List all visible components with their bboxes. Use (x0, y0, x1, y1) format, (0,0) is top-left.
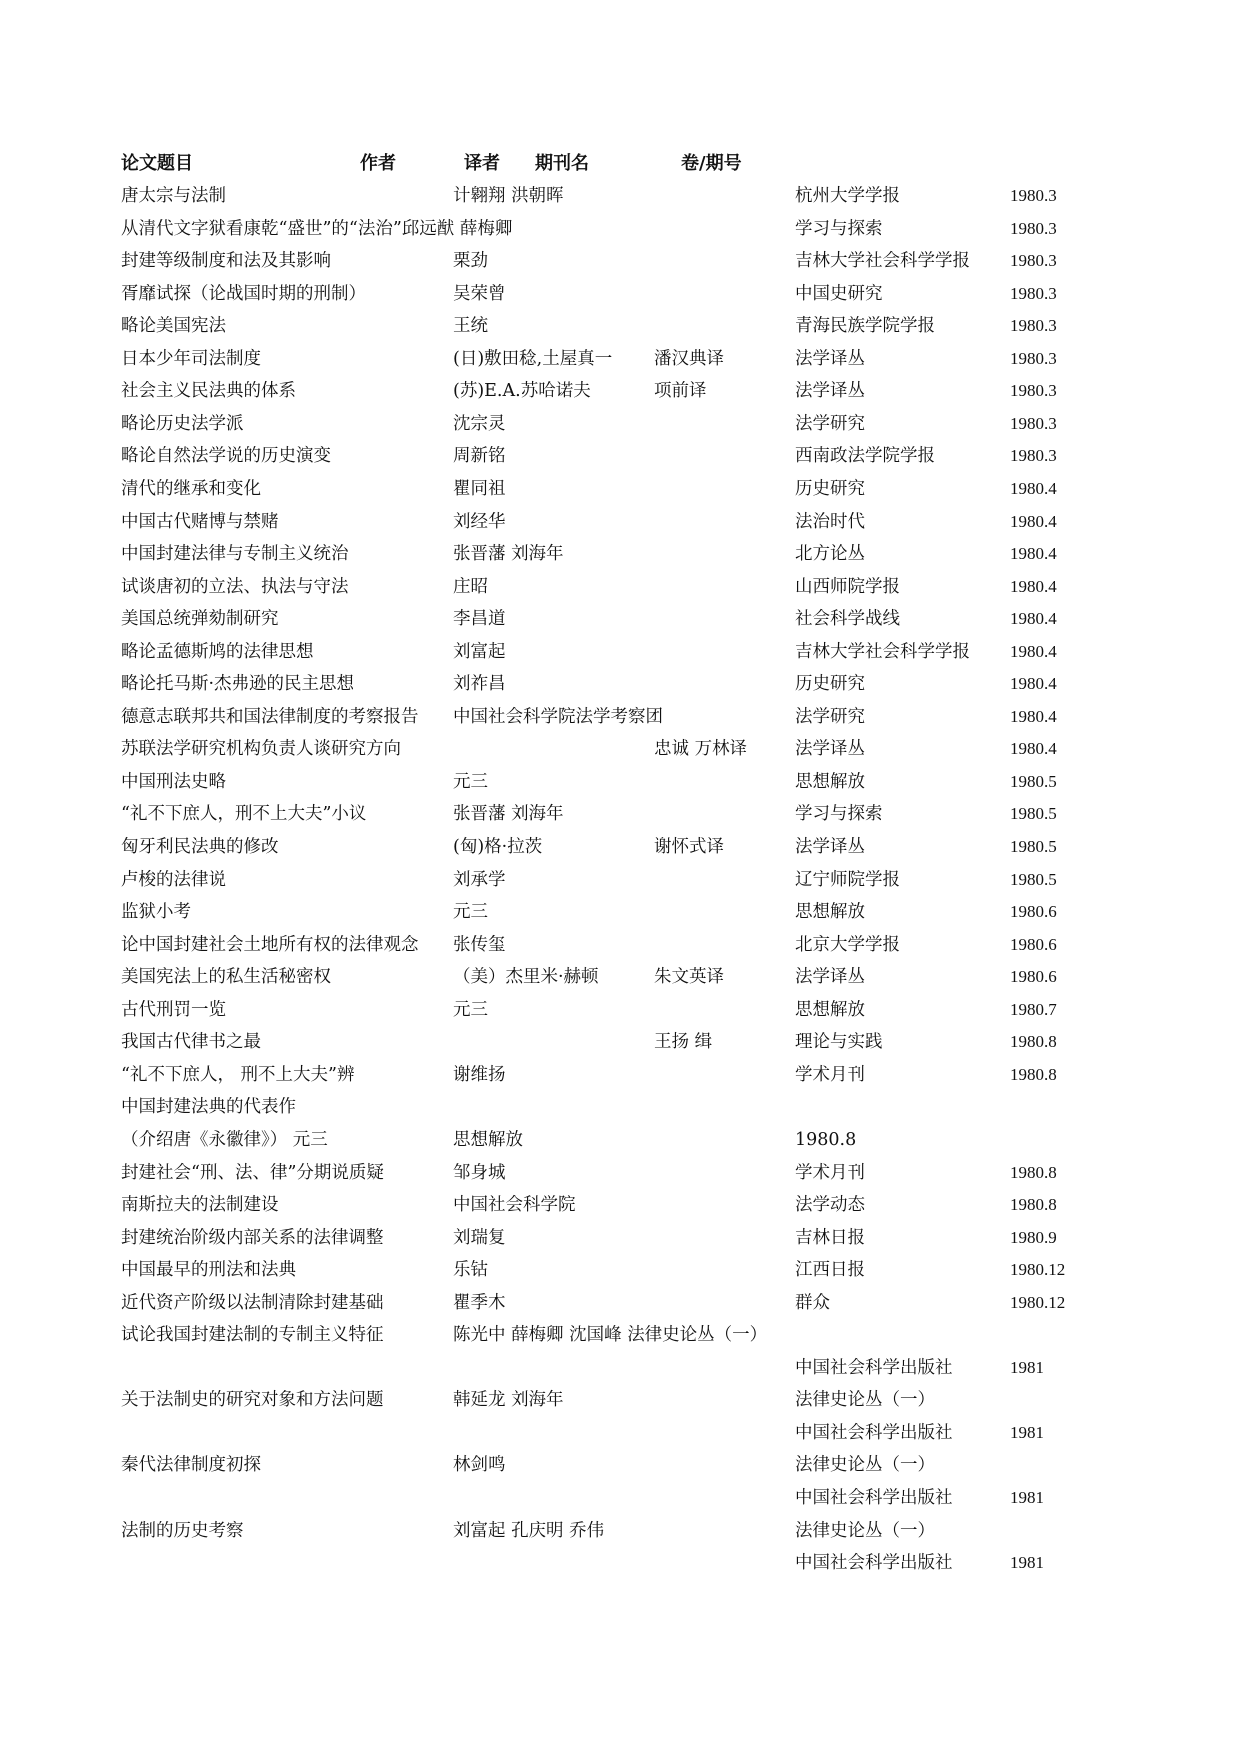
entry-volume: 1980.4 (1010, 544, 1057, 564)
entry-title: 中国封建法律与专制主义统治 (121, 544, 349, 565)
entry-journal: 思想解放 (795, 771, 865, 792)
entry-author: 中国社会科学院 (453, 1195, 576, 1216)
list-item (0, 1452, 1241, 1482)
list-item (0, 216, 1241, 246)
entry-volume: 1981 (1010, 1357, 1044, 1377)
entry-title: 胥靡试探（论战国时期的刑制） (121, 283, 366, 304)
entry-volume: 1980.9 (1010, 1227, 1057, 1247)
entry-author: 张晋藩 刘海年 (453, 544, 564, 565)
entry-title: 近代资产阶级以法制清除封建基础 (121, 1292, 384, 1313)
entry-title: 中国古代赌博与禁赌 (121, 511, 279, 532)
entry-author: (日)敷田稔,土屋真一 (453, 348, 613, 369)
entry-author: 沈宗灵 (453, 413, 506, 434)
entry-author: 瞿季木 (453, 1292, 506, 1313)
entry-journal: 社会科学战线 (795, 609, 900, 630)
entry-title: 封建等级制度和法及其影响 (121, 251, 331, 272)
entry-journal: 北京大学学报 (795, 934, 900, 955)
entry-title: 略论托马斯·杰弗逊的民主思想 (121, 674, 355, 695)
entry-volume: 1980.4 (1010, 674, 1057, 694)
list-item (0, 1387, 1241, 1417)
list-item (0, 1485, 1241, 1515)
entry-journal: 北方论丛 (795, 544, 865, 565)
entry-author: 李昌道 (453, 609, 506, 630)
entry-title: 封建统治阶级内部关系的法律调整 (121, 1227, 384, 1248)
entry-author: 庄昭 (453, 576, 488, 597)
entry-volume: 1980.5 (1010, 804, 1057, 824)
entry-translator: 王扬 缉 (654, 1032, 713, 1053)
entry-author: 韩延龙 刘海年 (453, 1390, 564, 1411)
entry-translator: 朱文英译 (654, 967, 724, 988)
entry-volume: 1980.5 (1010, 837, 1057, 856)
entry-volume: 1980.6 (1010, 934, 1057, 954)
entry-title: 略论美国宪法 (121, 316, 226, 337)
entry-volume: 1981 (1010, 1553, 1044, 1573)
entry-volume: 1980.8 (1010, 1032, 1057, 1052)
entry-author: 邹身城 (453, 1162, 506, 1183)
entry-title: 德意志联邦共和国法律制度的考察报告 (121, 706, 419, 727)
entry-journal: 吉林大学社会科学学报 (795, 251, 970, 272)
header-author: 作者 (360, 153, 396, 174)
entry-translator: 忠诚 万林译 (654, 739, 748, 760)
list-item (0, 476, 1241, 506)
entry-title: 美国总统弹劾制研究 (121, 609, 279, 630)
entry-journal: 中国社会科学出版社 (795, 1422, 953, 1443)
list-item (0, 1290, 1241, 1320)
list-item (0, 671, 1241, 701)
entry-author: 计翱翔 洪朝晖 (453, 186, 564, 206)
entry-title: 从清代文字狱看康乾“盛世”的“法治”邱远猷 薛梅卿 (121, 218, 513, 239)
header-translator: 译者 (464, 153, 500, 174)
list-item (0, 1550, 1241, 1580)
entry-title: 略论历史法学派 (121, 413, 244, 434)
entry-title: 监狱小考 (121, 902, 191, 923)
entry-journal: 学术月刊 (795, 1064, 865, 1085)
entry-volume: 1980.4 (1010, 478, 1057, 498)
entry-journal: 江西日报 (795, 1260, 865, 1281)
list-item (0, 411, 1241, 441)
list-item (0, 964, 1241, 994)
entry-journal: 法学译丛 (795, 348, 865, 369)
entry-title: 秦代法律制度初探 (121, 1455, 261, 1476)
list-item (0, 1192, 1241, 1222)
entry-author: 瞿同祖 (453, 478, 506, 499)
entry-author: 元三 (453, 771, 488, 792)
entry-volume: 1980.3 (1010, 283, 1057, 303)
entry-journal: 法学译丛 (795, 837, 865, 857)
list-item (0, 867, 1241, 897)
entry-journal: 学习与探索 (795, 218, 883, 239)
entry-volume: 1980.4 (1010, 511, 1057, 531)
entry-title: 试谈唐初的立法、执法与守法 (121, 576, 349, 597)
entry-journal: 法律史论丛（一） (795, 1455, 935, 1476)
entry-journal: 山西师院学报 (795, 576, 900, 597)
entry-journal: 青海民族学院学报 (795, 316, 935, 337)
entry-title: 美国宪法上的私生活秘密权 (121, 967, 331, 988)
entry-author: (苏)E.A.苏哈诺夫 (453, 381, 591, 402)
entry-title: 匈牙利民法典的修改 (121, 837, 279, 857)
entry-journal: 吉林日报 (795, 1227, 865, 1248)
entry-journal: 吉林大学社会科学学报 (795, 641, 970, 662)
entry-volume: 1980.12 (1010, 1292, 1066, 1312)
entry-journal: 法学研究 (795, 413, 865, 434)
list-item (0, 1160, 1241, 1190)
entry-journal: 理论与实践 (795, 1032, 883, 1053)
entry-journal: 法治时代 (795, 511, 865, 532)
entry-journal: 1980.8 (795, 1129, 857, 1150)
entry-author: 刘瑞复 (453, 1227, 506, 1248)
entry-journal: 杭州大学学报 (795, 186, 900, 206)
entry-title: 卢梭的法律说 (121, 869, 226, 890)
entry-author: 元三 (453, 999, 488, 1020)
entry-title: “礼不下庶人， 刑不上大夫”辨 (121, 1064, 355, 1085)
entry-volume: 1980.3 (1010, 251, 1057, 271)
entry-journal: 中国史研究 (795, 283, 883, 304)
entry-author: 张传玺 (453, 934, 506, 955)
entry-volume: 1980.4 (1010, 641, 1057, 661)
entry-title: 略论自然法学说的历史演变 (121, 446, 331, 467)
list-item (0, 574, 1241, 604)
list-item (0, 606, 1241, 636)
entry-volume: 1980.6 (1010, 967, 1057, 987)
list-item (0, 899, 1241, 929)
entry-journal: 思想解放 (795, 999, 865, 1020)
entry-author: 中国社会科学院法学考察团 (453, 706, 663, 727)
list-item (0, 997, 1241, 1027)
entry-title: 中国封建法典的代表作 (121, 1097, 296, 1118)
entry-title: 清代的继承和变化 (121, 478, 261, 499)
header-title: 论文题目 (121, 153, 193, 174)
entry-journal: 学习与探索 (795, 804, 883, 825)
list-item (0, 378, 1241, 408)
entry-title: 古代刑罚一览 (121, 999, 226, 1020)
header-volume: 卷/期号 (681, 153, 742, 174)
entry-journal: 群众 (795, 1292, 830, 1313)
entry-title: （介绍唐《永徽律》） 元三 (121, 1129, 328, 1150)
entry-journal: 法学译丛 (795, 739, 865, 760)
list-item (0, 509, 1241, 539)
entry-title: 我国古代律书之最 (121, 1032, 261, 1053)
list-item (0, 281, 1241, 311)
entry-volume: 1980.8 (1010, 1195, 1057, 1215)
entry-author: 栗劲 (453, 251, 488, 272)
entry-journal: 西南政法学院学报 (795, 446, 935, 467)
list-item (0, 932, 1241, 962)
list-item (0, 736, 1241, 766)
list-item (0, 1225, 1241, 1255)
entry-author: 元三 (453, 902, 488, 923)
entry-author: 刘富起 孔庆明 乔伟 (453, 1520, 605, 1541)
entry-title: 唐太宗与法制 (121, 186, 226, 206)
list-item (0, 834, 1241, 864)
list-item (0, 1029, 1241, 1059)
entry-author: 王统 (453, 316, 488, 337)
entry-author: 林剑鸣 (453, 1455, 506, 1476)
list-item (0, 1355, 1241, 1385)
entry-author: 乐钴 (453, 1260, 488, 1281)
entry-title: 中国最早的刑法和法典 (121, 1260, 296, 1281)
entry-journal: 法学研究 (795, 706, 865, 727)
entry-volume: 1980.4 (1010, 739, 1057, 759)
entry-journal: 法学译丛 (795, 967, 865, 988)
entry-author: （美）杰里米·赫顿 (453, 967, 599, 988)
list-item (0, 1257, 1241, 1287)
entry-volume: 1980.4 (1010, 576, 1057, 596)
entry-title: 关于法制史的研究对象和方法问题 (121, 1390, 384, 1411)
entry-translator: 谢怀式译 (654, 837, 724, 857)
list-item (0, 313, 1241, 343)
entry-volume: 1980.5 (1010, 869, 1057, 889)
list-item (0, 1518, 1241, 1548)
entry-translator: 潘汉典译 (654, 348, 724, 369)
entry-author: 刘承学 (453, 869, 506, 890)
list-item (0, 639, 1241, 669)
list-item (0, 346, 1241, 376)
entry-title: 略论孟德斯鸠的法律思想 (121, 641, 314, 662)
entry-volume: 1980.3 (1010, 316, 1057, 336)
entry-author: 张晋藩 刘海年 (453, 804, 564, 825)
entry-volume: 1980.3 (1010, 186, 1057, 205)
entry-title: 法制的历史考察 (121, 1520, 244, 1541)
list-item (0, 1062, 1241, 1092)
entry-volume: 1980.3 (1010, 446, 1057, 466)
list-item (0, 801, 1241, 831)
entry-author: 周新铭 (453, 446, 506, 467)
entry-title: 试论我国封建法制的专制主义特征 (121, 1325, 384, 1346)
entry-volume: 1980.4 (1010, 609, 1057, 629)
list-item (0, 443, 1241, 473)
entry-author: 陈光中 薛梅卿 沈国峰 法律史论丛（一） (453, 1325, 768, 1346)
entry-volume: 1980.6 (1010, 902, 1057, 922)
list-item (0, 769, 1241, 799)
entry-author: 思想解放 (453, 1129, 523, 1150)
entry-volume: 1980.4 (1010, 706, 1057, 726)
entry-journal: 辽宁师院学报 (795, 869, 900, 890)
entry-volume: 1980.3 (1010, 413, 1057, 433)
entry-journal: 中国社会科学出版社 (795, 1553, 953, 1574)
entry-title: 社会主义民法典的体系 (121, 381, 296, 402)
entry-volume: 1981 (1010, 1488, 1044, 1507)
list-item (0, 1094, 1241, 1124)
entry-title: 南斯拉夫的法制建设 (121, 1195, 279, 1216)
list-item (0, 183, 1241, 213)
list-item (0, 248, 1241, 278)
entry-journal: 中国社会科学出版社 (795, 1488, 953, 1508)
entry-volume: 1980.3 (1010, 348, 1057, 368)
list-item (0, 1127, 1241, 1157)
list-item (0, 704, 1241, 734)
entry-title: “礼不下庶人，刑不上大夫”小议 (121, 804, 367, 825)
entry-title: 苏联法学研究机构负责人谈研究方向 (121, 739, 401, 760)
entry-title: 中国刑法史略 (121, 771, 226, 792)
entry-journal: 历史研究 (795, 674, 865, 695)
entry-volume: 1980.7 (1010, 999, 1057, 1019)
entry-volume: 1980.3 (1010, 218, 1057, 238)
entry-volume: 1980.3 (1010, 381, 1057, 401)
entry-author: 刘经华 (453, 511, 506, 532)
entry-journal: 法律史论丛（一） (795, 1520, 935, 1541)
entry-journal: 法学译丛 (795, 381, 865, 402)
header-journal: 期刊名 (535, 153, 589, 174)
entry-journal: 中国社会科学出版社 (795, 1357, 953, 1378)
list-item (0, 541, 1241, 571)
entry-journal: 思想解放 (795, 902, 865, 923)
entry-author: 吴荣曾 (453, 283, 506, 304)
entry-volume: 1980.8 (1010, 1162, 1057, 1182)
entry-journal: 历史研究 (795, 478, 865, 499)
list-item (0, 1420, 1241, 1450)
entry-title: 日本少年司法制度 (121, 348, 261, 369)
entry-author: 刘祚昌 (453, 674, 506, 695)
entry-volume: 1980.8 (1010, 1064, 1057, 1084)
list-item (0, 1322, 1241, 1352)
entry-journal: 学术月刊 (795, 1162, 865, 1183)
entry-author: 刘富起 (453, 641, 506, 662)
entry-title: 论中国封建社会土地所有权的法律观念 (121, 934, 419, 955)
entry-volume: 1981 (1010, 1422, 1044, 1442)
entry-journal: 法学动态 (795, 1195, 865, 1216)
entry-volume: 1980.5 (1010, 771, 1057, 791)
entry-volume: 1980.12 (1010, 1260, 1066, 1280)
entry-journal: 法律史论丛（一） (795, 1390, 935, 1411)
entry-title: 封建社会“刑、法、律”分期说质疑 (121, 1162, 384, 1183)
entry-author: (匈)格·拉茨 (453, 837, 543, 857)
entry-translator: 项前译 (654, 381, 707, 402)
entry-author: 谢维扬 (453, 1064, 506, 1085)
